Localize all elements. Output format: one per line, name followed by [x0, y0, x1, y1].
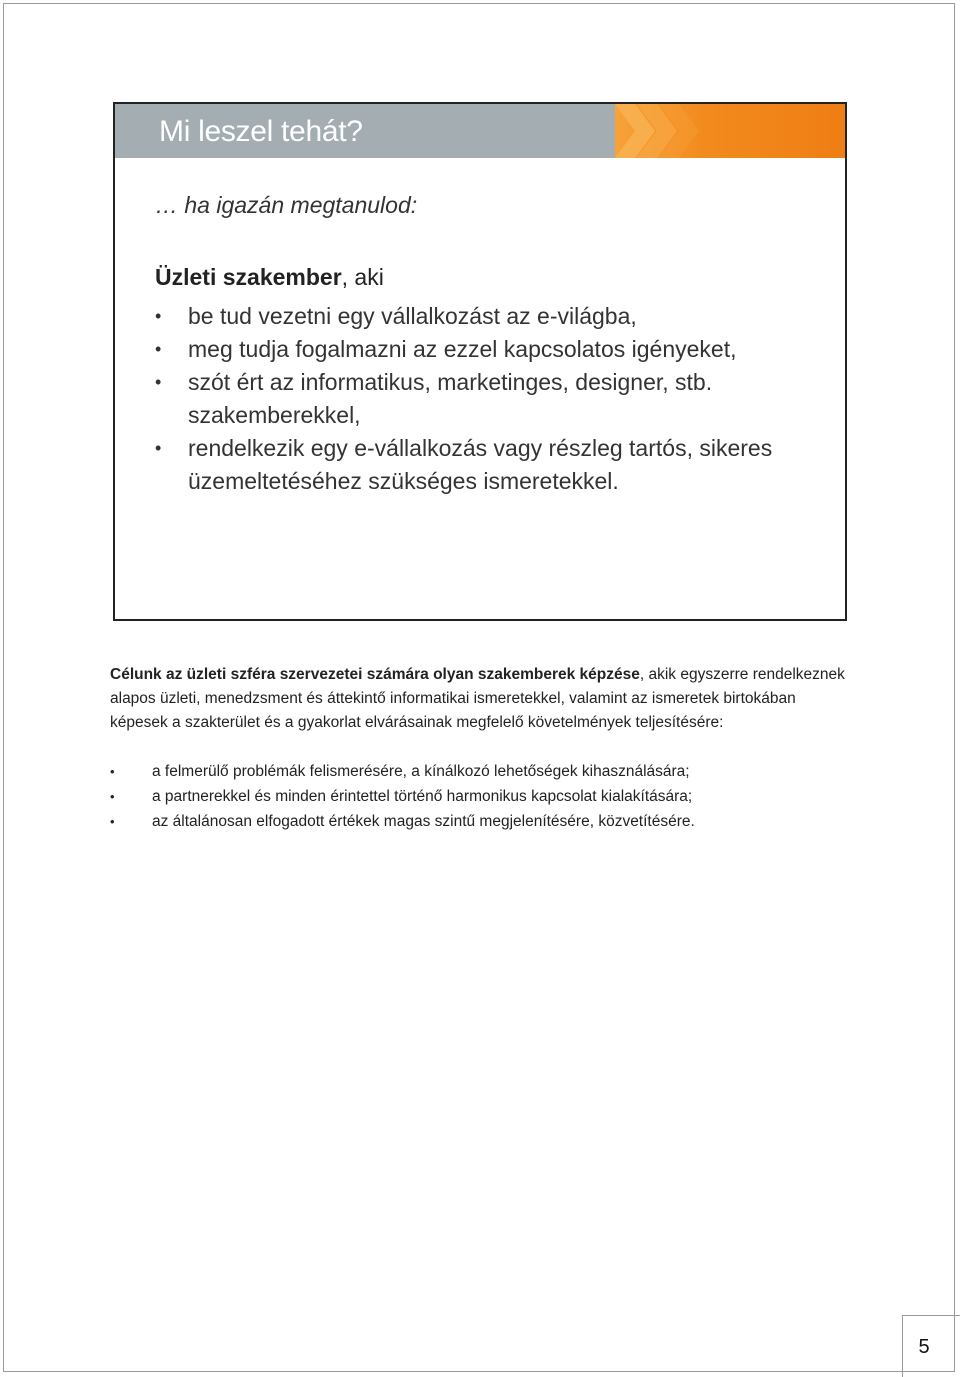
slide — [113, 102, 847, 621]
list-item — [155, 300, 795, 333]
list-item-text: szót ért az informatikus, marketinges, designer, stb. szakemberekkel, — [188, 369, 713, 428]
slide-lead-rest: , aki — [341, 264, 384, 290]
page-number: 5 — [918, 1335, 930, 1358]
chevron-pattern-icon — [615, 104, 845, 158]
bullet-icon: • — [110, 789, 115, 804]
bullet-icon: • — [155, 339, 162, 359]
list-item-text: be tud vezetni egy vállalkozást az e-világba, — [188, 303, 637, 329]
body-paragraph — [110, 663, 845, 735]
bullet-icon: • — [110, 814, 115, 829]
list-item — [110, 809, 845, 834]
list-item — [110, 784, 845, 809]
list-item-text: meg tudja fogalmazni az ezzel kapcsolatos igényeket, — [188, 336, 737, 362]
slide-lead — [155, 264, 384, 291]
orange-accent-decoration — [615, 104, 845, 158]
slide-bullet-list — [155, 300, 795, 498]
slide-header — [115, 104, 845, 158]
list-item — [155, 366, 795, 432]
body-intro-bold: Célunk az üzleti szféra szervezetei számára olyan szakemberek képzése — [110, 666, 640, 683]
list-item-text: a felmerülő problémák felismerésére, a kínálkozó lehetőségek kihasználására; — [152, 763, 690, 780]
list-item — [110, 759, 845, 784]
list-item-text: az általánosan elfogadott értékek magas szintű megjelenítésére, közvetítésére. — [152, 813, 695, 830]
body-bullet-list — [110, 759, 845, 834]
list-item — [155, 333, 795, 366]
list-item — [155, 432, 795, 498]
slide-lead-bold: Üzleti szakember — [155, 264, 342, 290]
bullet-icon: • — [155, 306, 162, 326]
bullet-icon: • — [155, 372, 162, 392]
list-item-text: rendelkezik egy e-vállalkozás vagy részleg tartós, sikeres üzemeltetéséhez szükséges ismeretekkel. — [188, 435, 773, 494]
slide-title: Mi leszel tehát? — [159, 115, 363, 148]
slide-subtitle: … ha igazán megtanulod: — [155, 192, 418, 218]
list-item-text: a partnerekkel és minden érintettel történő harmonikus kapcsolat kialakítására; — [152, 788, 693, 805]
body-intro-rest: , akik egyszerre rendelkeznek alapos üzleti, menedzsment és áttekintő informatikai ismeretekkel, valamint az ismeretek birtokában képesek a szakterület és a gyakorlat elvárásainak megfelelő követelmények teljesítésére: — [110, 666, 845, 731]
bullet-icon: • — [155, 438, 162, 458]
bullet-icon: • — [110, 764, 115, 779]
